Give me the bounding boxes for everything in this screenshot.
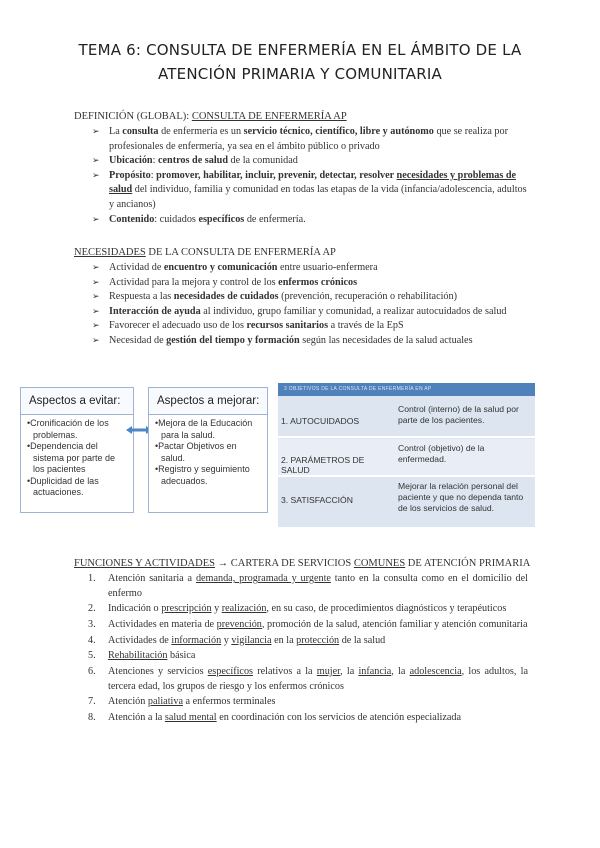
necesidades-heading-rest: DE LA CONSULTA DE ENFERMERÍA AP: [145, 247, 336, 258]
aspectos-evitar-title: Aspectos a evitar:: [21, 388, 133, 415]
arrow-bullet-icon: ➢: [92, 127, 100, 137]
funcion-item: [88, 572, 528, 602]
text-run: específicos: [198, 213, 245, 225]
funcion-number: 8.: [88, 711, 96, 723]
text-run: de enfermería es un: [158, 126, 244, 137]
text-run: infancia: [358, 665, 392, 677]
arrow-bullet-icon: ➢: [92, 306, 100, 317]
objetivo-desc: Control (interno) de la salud por parte de los pacientes.: [398, 404, 519, 425]
aspectos-evitar-body: [21, 415, 133, 502]
aspecto-evitar-item: •Duplicidad de las actuaciones.: [27, 475, 99, 497]
definicion-list: [92, 125, 530, 227]
necesidad-item: [92, 319, 530, 334]
text-run: de la comunidad: [227, 155, 298, 167]
funcion-item: [88, 665, 528, 695]
title-line-1: TEMA 6: CONSULTA DE ENFERMERÍA EN EL ÁMBITO DE LA: [78, 41, 522, 59]
objetivo-label: 1. AUTOCUIDADOS: [281, 416, 360, 426]
text-run: encuentro y comunicación: [163, 262, 278, 273]
text-run: :: [150, 169, 157, 181]
text-run: La: [109, 126, 123, 137]
necesidades-heading-u: NECESIDADES: [74, 247, 146, 258]
funcion-number: 2.: [88, 603, 96, 615]
funcion-number: 3.: [88, 618, 96, 630]
text-run: , la: [340, 665, 359, 677]
aspectos-evitar-box: [20, 387, 134, 513]
aspectos-mejorar-title: Aspectos a mejorar:: [149, 388, 267, 415]
definicion-item: [92, 169, 530, 213]
text-run: Contenido: [109, 213, 155, 225]
objetivo-desc: Mejorar la relación personal del paciente y que no dependa tanto de los servicios de salud.: [398, 481, 524, 513]
funcion-number: 1.: [88, 573, 96, 584]
text-run: relativos a la: [253, 665, 317, 677]
text-run: Actividades en materia de: [108, 618, 217, 630]
necesidad-item: [92, 276, 530, 291]
text-run: Atención a la: [108, 711, 165, 723]
text-run: , los adultos, la tercera edad, los grupos de riesgo y los enfermos crónicos: [108, 665, 528, 692]
text-run: prevención: [216, 618, 262, 630]
text-run: gestión del tiempo y formación: [166, 334, 300, 346]
arrow-bullet-icon: ➢: [92, 335, 100, 346]
funcion-item: [88, 602, 528, 617]
objetivos-table: [278, 383, 535, 527]
text-run: específicos: [207, 665, 254, 677]
definicion-item: [92, 154, 530, 169]
funcion-item: [88, 695, 528, 710]
necesidad-item: [92, 334, 530, 349]
text-run: adolescencia: [409, 665, 462, 677]
text-run: y: [211, 603, 222, 615]
text-run: : cuidados: [154, 213, 199, 225]
text-run: mujer: [316, 665, 341, 677]
funciones-heading-u: FUNCIONES Y ACTIVIDADES: [74, 558, 215, 569]
table-row: [278, 400, 535, 438]
objetivo-label: 3. SATISFACCIÓN: [281, 495, 353, 505]
text-run: :: [152, 155, 158, 167]
text-run: entre usuario-enfermera: [277, 262, 378, 273]
arrow-bullet-icon: ➢: [92, 156, 100, 167]
definicion-item: [92, 213, 530, 228]
arrow-bullet-icon: ➢: [92, 214, 100, 225]
text-run: , en su caso, de procedimientos diagnósticos y terapéuticos: [266, 603, 507, 615]
arrow-bullet-icon: ➢: [92, 170, 100, 181]
definicion-item: [92, 125, 530, 154]
text-run: Indicación o: [108, 603, 162, 615]
funciones-heading-u2: COMUNES: [353, 558, 406, 569]
text-run: Actividades de: [108, 634, 172, 646]
text-run: centros de salud: [157, 155, 228, 167]
table-row: [278, 439, 535, 477]
text-run: del individuo, familia y comunidad en todas las etapas de la vida (infancia/adolescencia, adultos y ancianos): [109, 184, 527, 210]
funciones-heading-mid: → CARTERA DE SERVICIOS: [214, 558, 354, 569]
table-row: [278, 478, 535, 526]
text-run: información: [171, 634, 222, 646]
text-run: Actividad de: [109, 262, 164, 273]
text-run: prescripción: [161, 603, 212, 615]
objetivo-label: 2. PARÁMETROS DE SALUD: [281, 455, 365, 475]
funcion-number: 6.: [88, 665, 96, 677]
text-run: , la: [391, 665, 410, 677]
text-run: Atención sanitaria a: [108, 573, 196, 584]
funcion-item: [88, 649, 528, 664]
necesidad-item: [92, 305, 530, 320]
text-run: Actividad para la mejora y control de los: [109, 276, 279, 288]
arrow-bullet-icon: ➢: [92, 263, 100, 273]
arrow-bullet-icon: ➢: [92, 321, 100, 332]
text-run: demanda, programada y urgente: [195, 573, 331, 584]
aspecto-mejorar-item: •Mejora de la Educación para la salud.: [155, 418, 253, 440]
arrow-bullet-icon: ➢: [92, 277, 100, 288]
funciones-heading: [74, 557, 530, 571]
text-run: Respuesta a las: [109, 291, 174, 303]
text-run: Atención: [108, 696, 148, 708]
definicion-heading: [74, 110, 347, 124]
title-line-2: ATENCIÓN PRIMARIA Y COMUNITARIA: [158, 65, 442, 83]
text-run: , promoción de la salud, atención familiar y atención comunitaria: [261, 618, 528, 630]
text-run: que se realiza por profesionales de enfermería, ya sea en el ámbito público o privado: [109, 126, 509, 152]
objetivo-desc: Control (objetivo) de la enfermedad.: [398, 443, 485, 464]
text-run: en coordinación con los servicios de atención especializada: [216, 711, 462, 723]
text-run: vigilancia: [231, 634, 272, 646]
text-run: Interacción de ayuda: [109, 305, 201, 317]
funciones-heading-rest: DE ATENCIÓN PRIMARIA: [405, 558, 531, 569]
necesidades-list: [92, 261, 530, 349]
text-run: en la: [271, 634, 297, 646]
text-run: protección: [296, 634, 340, 646]
text-run: Atenciones y servicios: [108, 665, 208, 677]
text-run: básica: [167, 650, 196, 662]
funcion-item: [88, 634, 528, 649]
text-run: salud mental: [164, 711, 217, 723]
text-run: Necesidad de: [109, 334, 167, 346]
text-run: enfermos crónicos: [278, 276, 358, 288]
aspecto-evitar-item: •Dependencia del sistema por parte de los pacientes: [27, 441, 116, 474]
necesidad-item: [92, 261, 530, 276]
text-run: Ubicación: [109, 155, 153, 167]
definicion-heading-link: CONSULTA DE ENFERMERÍA AP: [191, 111, 347, 122]
funcion-number: 4.: [88, 634, 96, 646]
text-run: de enfermería.: [244, 213, 306, 225]
aspecto-evitar-item: •Cronificación de los problemas.: [27, 418, 109, 440]
aspectos-mejorar-box: [148, 387, 268, 513]
text-run: necesidades y problemas de salud: [109, 169, 517, 196]
text-run: al individuo, grupo familiar y comunidad, a realizar autocuidados de salud: [200, 305, 507, 317]
aspectos-mejorar-body: [149, 415, 267, 490]
page-title: [40, 38, 560, 86]
text-run: (prevención, recuperación o rehabilitación): [278, 291, 458, 303]
text-run: Rehabilitación: [108, 650, 168, 662]
arrow-bullet-icon: ➢: [92, 292, 100, 303]
text-run: paliativa: [147, 696, 183, 708]
text-run: consulta: [122, 126, 159, 137]
text-run: Propósito: [109, 169, 151, 181]
necesidad-item: [92, 290, 530, 305]
definicion-heading-prefix: DEFINICIÓN (GLOBAL):: [74, 111, 192, 122]
necesidades-heading: [74, 246, 336, 260]
funciones-list: [88, 572, 528, 726]
text-run: realización: [221, 603, 267, 615]
text-run: a enfermos terminales: [182, 696, 276, 708]
text-run: promover, habilitar, incluir, prevenir, detectar, resolver: [156, 169, 397, 181]
funcion-number: 7.: [88, 696, 96, 708]
aspecto-mejorar-item: •Registro y seguimiento adecuados.: [155, 464, 250, 486]
text-run: a través de la EpS: [328, 320, 404, 332]
aspecto-mejorar-item: •Pactar Objetivos en salud.: [155, 441, 237, 463]
funcion-number: 5.: [88, 650, 96, 662]
text-run: servicio técnico, científico, libre y autónomo: [243, 126, 434, 137]
text-run: tanto en la consulta como en el domicilio del enfermo: [108, 573, 528, 599]
text-run: de la salud: [339, 634, 386, 646]
text-run: necesidades de cuidados: [173, 291, 279, 303]
text-run: recursos sanitarios: [246, 320, 329, 332]
objetivos-table-header: 3 OBJETIVOS DE LA CONSULTA DE ENFERMERÍA EN AP: [278, 383, 535, 396]
text-run: Favorecer el adecuado uso de los: [109, 320, 247, 332]
text-run: y: [221, 634, 232, 646]
funcion-item: [88, 618, 528, 633]
text-run: según las necesidades de la salud actuales: [299, 334, 473, 346]
funcion-item: [88, 711, 528, 726]
